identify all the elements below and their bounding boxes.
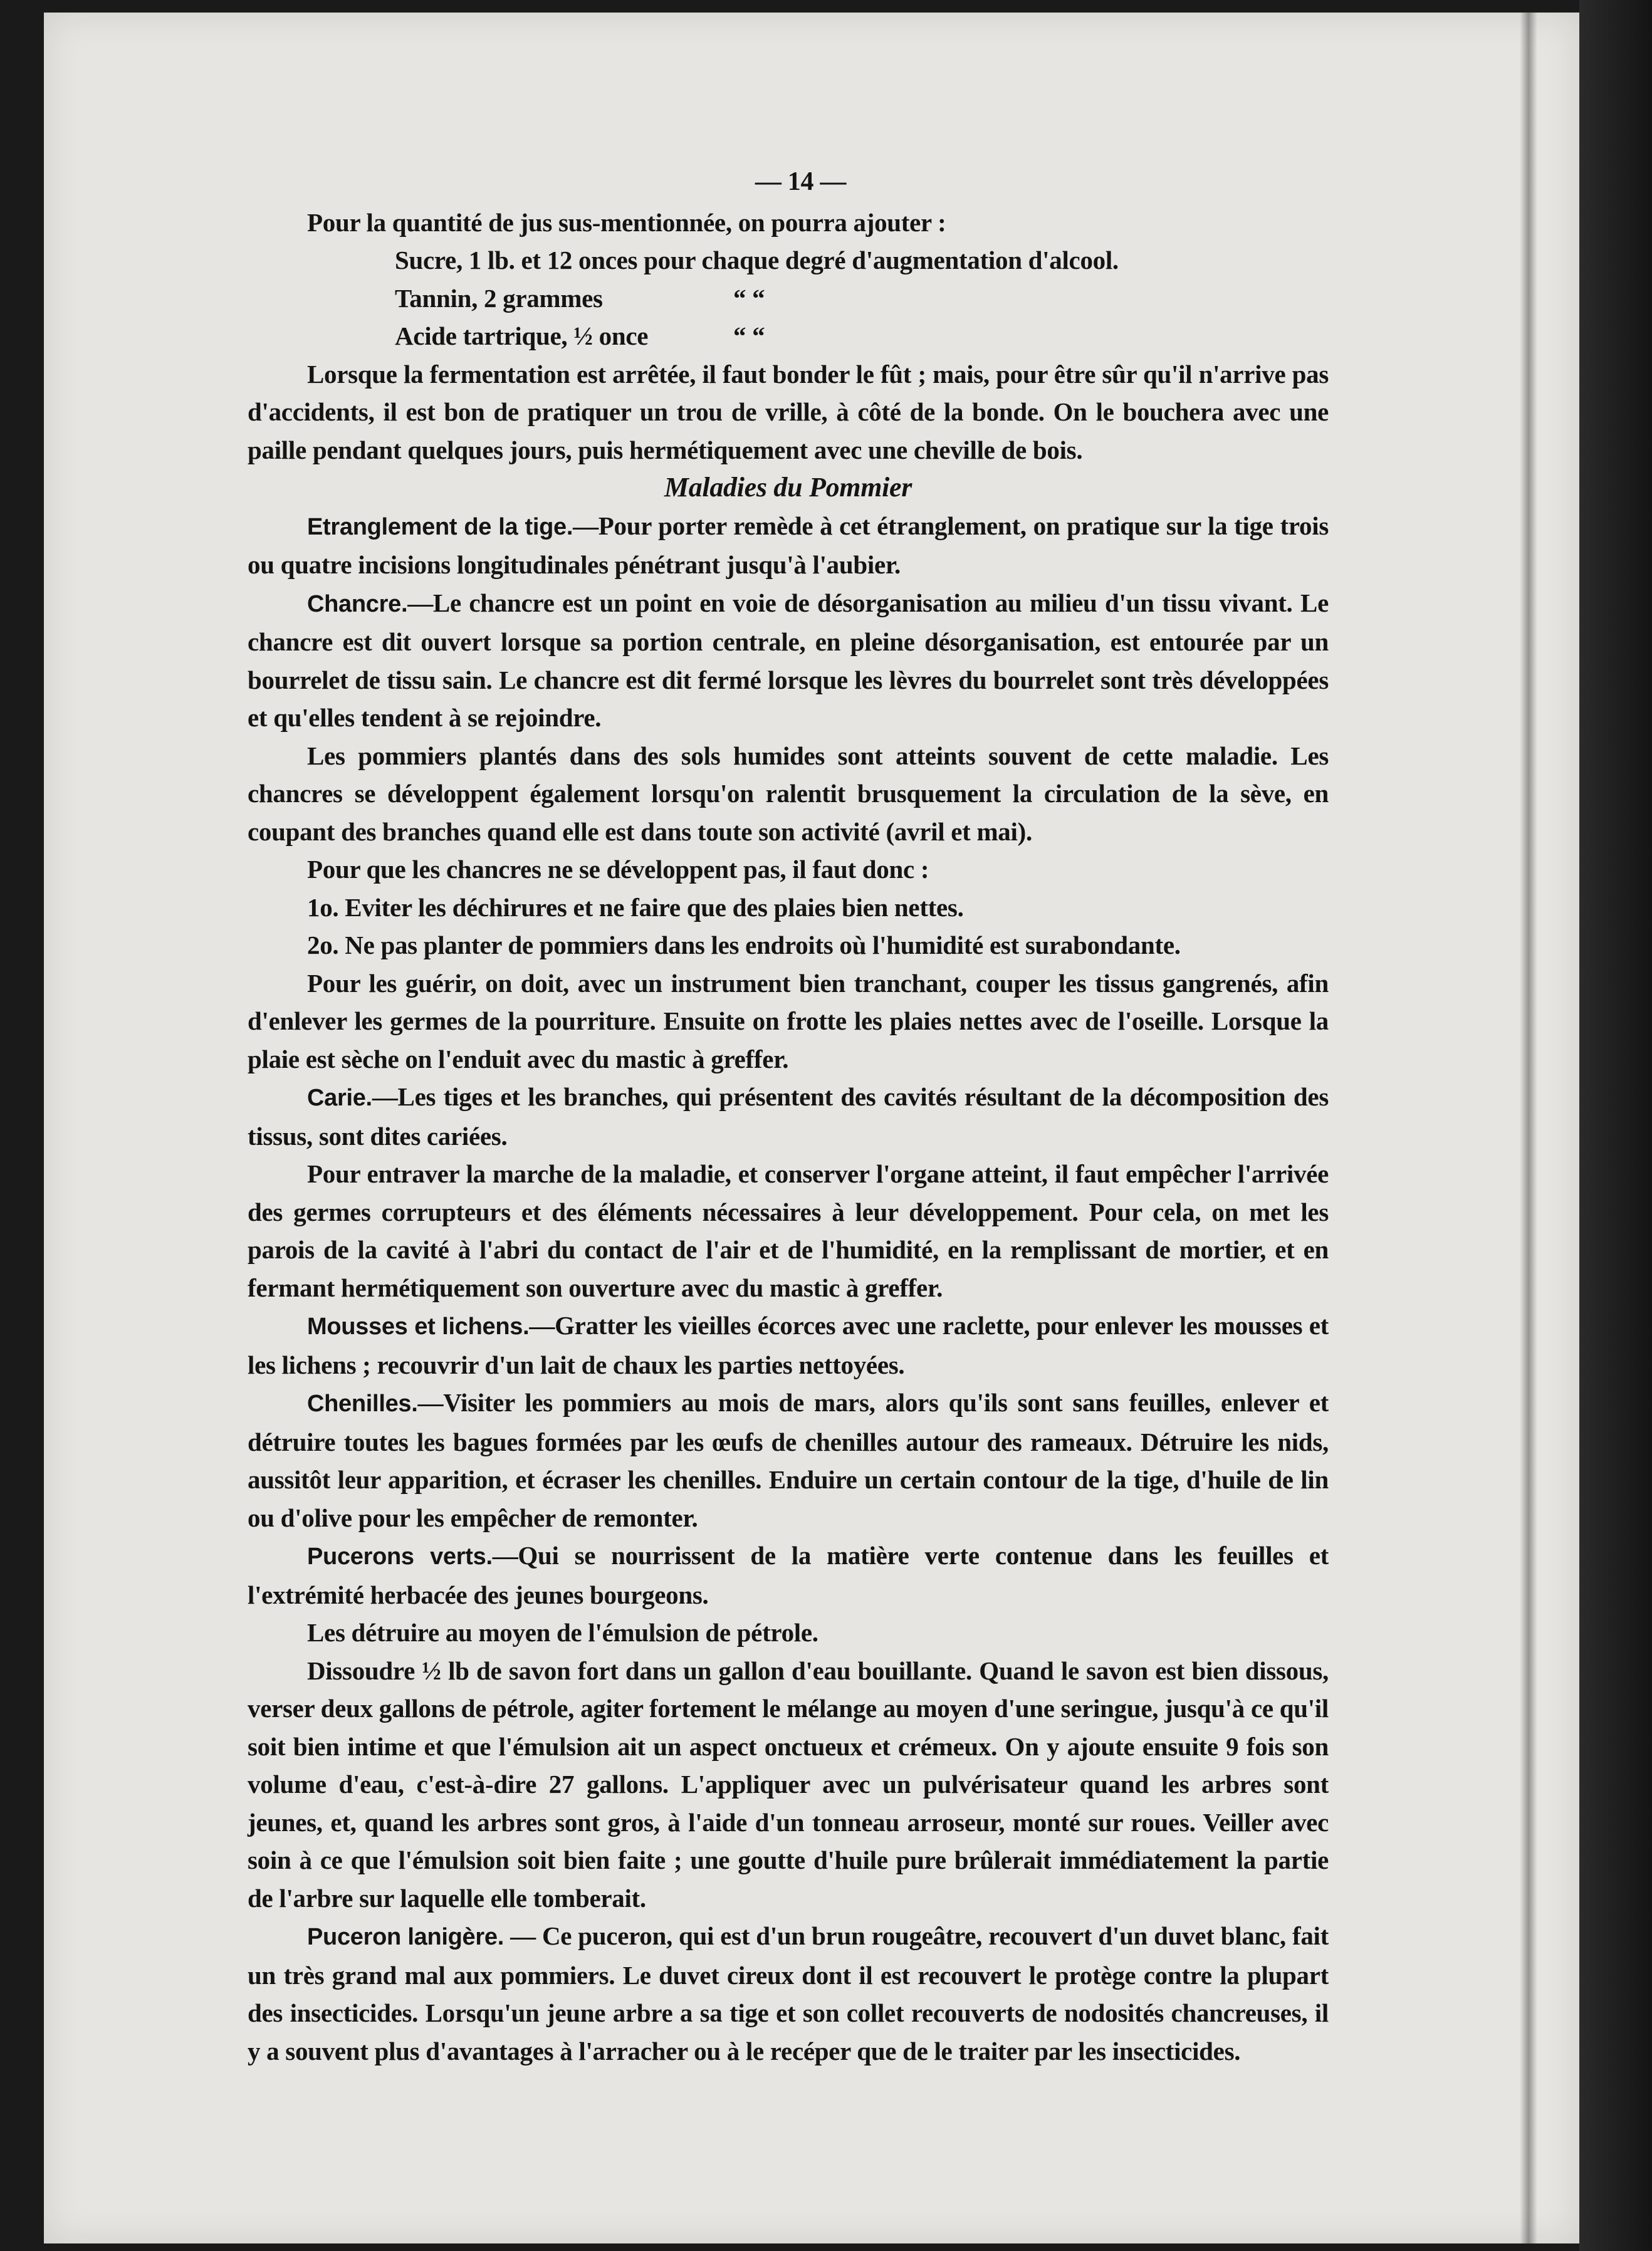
paragraph: Pour les guérir, on doit, avec un instrument bien tranchant, couper les tissus gangrenés, afin d'enlever les germes de la pourriture. Ensuite on frotte les plaies nettes avec de l'oseille. Lorsque la plaie est sèche on l'enduit avec du mastic à greffer. [248,968,1329,1073]
subheading: Puceron lanigère. [307,1924,504,1950]
section-title: Maladies du Pommier [664,472,912,503]
paragraph-chenilles: Chenilles.—Visiter les pommiers au mois de mars, alors qu'ils sont sans feuilles, enlever et détruire toutes les bagues formées par les œufs de chenilles autour des rameaux. Détruire les nids, aussitôt leur apparition, et écraser les chenilles. Enduire un certain contour de la tige, d'huile de lin ou d'olive pour les empêcher de remonter. [248,1388,1329,1532]
paragraph: Les détruire au moyen de l'émulsion de pétrole. [307,1618,818,1647]
list-item: 2o. Ne pas planter de pommiers dans les endroits où l'humidité est surabondante. [307,931,1181,959]
addition-sucre: Sucre, 1 lb. et 12 onces pour chaque degré d'augmentation d'alcool. [395,246,1119,274]
subheading: Etranglement de la tige. [307,513,573,540]
ditto-mark: “ “ [733,283,765,313]
fermentation-paragraph: Lorsque la fermentation est arrêtée, il faut bonder le fût ; mais, pour être sûr qu'il n'arrive pas d'accidents, il est bon de pratiquer un trou de vrille, à côté de la bonde. On le bouchera avec une paille pendant quelques jours, puis hermétiquement avec une cheville de bois. [248,359,1329,464]
subheading: Pucerons verts. [307,1543,493,1570]
ditto-mark: “ “ [733,321,765,350]
list-item: 1o. Eviter les déchirures et ne faire que des plaies bien nettes. [307,892,964,922]
paragraph: Pour entraver la marche de la maladie, et conserver l'organe atteint, il faut empêcher l'arrivée des germes corrupteurs et des éléments nécessaires à leur développement. Pour cela, on met les parois de la cavité à l'abri du contact de l'air et de l'humidité, en la remplissant de mortier, et en fermant hermétiquement son ouverture avec du mastic à greffer. [248,1159,1329,1302]
subheading: Mousses et lichens. [307,1314,530,1340]
paragraph: Les pommiers plantés dans des sols humides sont atteints souvent de cette maladie. Les chancres se développent également lorsqu'on ralentit brusquement la circulation de la sève, en coupant des branches quand elle est dans toute son activité (avril et mai). [248,741,1329,846]
addition-acide-name: Acide tartrique, ½ once [395,321,649,350]
paragraph-pucerons: Pucerons verts.—Qui se nourrissent de la matière verte contenue dans les feuilles et l'extrémité herbacée des jeunes bourgeons. [248,1541,1329,1609]
addition-tannin-name: Tannin, 2 grammes [395,283,603,313]
paragraph-mousses: Mousses et lichens.—Gratter les vieilles écorces avec une raclette, pour enlever les mousses et les lichens ; recouvrir d'un lait de chaux les parties nettoyées. [248,1311,1329,1379]
page-fold-shadow [1520,13,1537,2243]
subheading: Chancre. [307,590,408,617]
page-text [248,163,1329,2070]
subheading: Chenilles. [307,1391,418,1417]
paragraph-carie: Carie.—Les tiges et les branches, qui présentent des cavités résultant de la décomposition des tissus, sont dites cariées. [248,1082,1329,1151]
paragraph-chancre: Chancre.—Le chancre est un point en voie de désorganisation au milieu d'un tissu vivant. Le chancre est dit ouvert lorsque sa portion centrale, en pleine désorganisation, est entourée par un bourrelet de tissu sain. Le chancre est dit fermé lorsque les lèvres du bourrelet sont très développées et qu'elles tendent à se rejoindre. [248,588,1329,732]
page-edge-right [1579,0,1652,2251]
paragraph-etranglement: Etranglement de la tige.—Pour porter remède à cet étranglement, on pratique sur la tige trois ou quatre incisions longitudinales pénétrant jusqu'à l'aubier. [248,511,1329,579]
paragraph: Dissoudre ½ lb de savon fort dans un gallon d'eau bouillante. Quand le savon est bien dissous, verser deux gallons de pétrole, agiter fortement le mélange au moyen d'une seringue, jusqu'à ce qu'il soit bien intime et que l'émulsion ait un aspect onctueux et crémeux. On y ajoute ensuite 9 fois son volume d'eau, c'est-à-dire 27 gallons. L'appliquer avec un pulvérisateur quand les arbres sont jeunes, et, quand les arbres sont gros, à l'aide d'un tonneau arroseur, monté sur roues. Veiller avec soin à ce que l'émulsion soit bien faite ; une goutte d'huile pure brûlerait immédiatement la partie de l'arbre sur laquelle elle tomberait. [248,1656,1329,1913]
addition-tannin [248,279,1329,318]
intro-line: Pour la quantité de jus sus-mentionnée, on pourra ajouter : [307,207,946,237]
subheading: Carie. [307,1085,372,1111]
page-number: — 14 — [755,167,847,196]
addition-acide [248,317,1329,355]
paragraph: Pour que les chancres ne se développent pas, il faut donc : [307,855,929,884]
paragraph-lanigere: Puceron lanigère. — Ce puceron, qui est d'un brun rougeâtre, recouvert d'un duvet blanc, fait un très grand mal aux pommiers. Le duvet cireux dont il est recouvert le protège contre la plupart des insecticides. Lorsqu'un jeune arbre a sa tige et son collet recouverts de nodosités chancreuses, il y a souvent plus d'avantages à l'arracher ou à le recéper que de le traiter par les insecticides. [248,1921,1329,2066]
